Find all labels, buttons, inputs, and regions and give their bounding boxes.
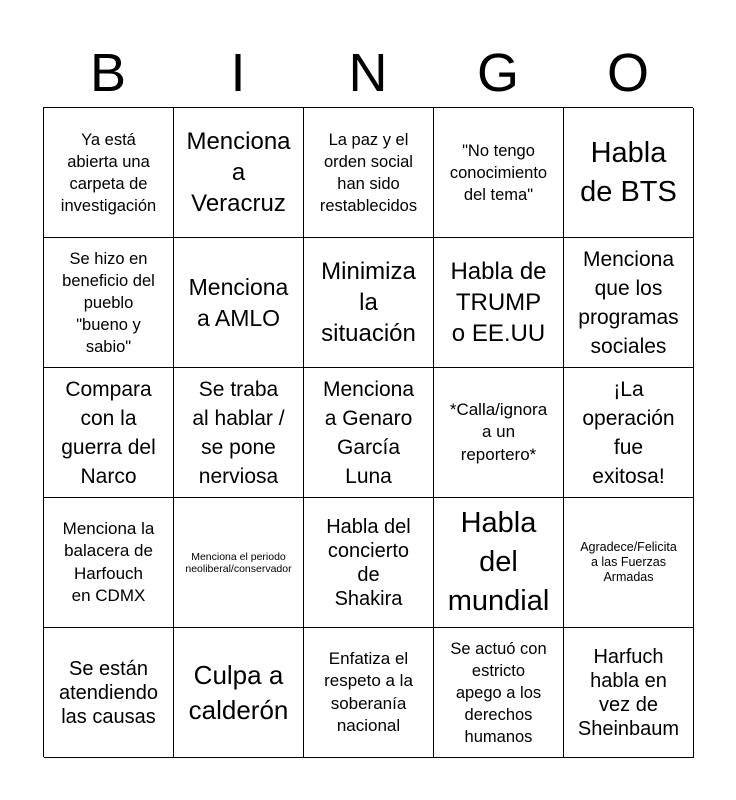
title-letter-o: O — [606, 43, 649, 103]
bingo-cell[interactable] — [174, 628, 304, 758]
cell-text: Compara con la guerra del Narco — [61, 377, 156, 488]
cell-text: Habla de TRUMP o EE.UU — [450, 258, 547, 347]
cell-text: Se están atendiendo las causas — [59, 657, 158, 728]
bingo-cell[interactable] — [44, 498, 174, 628]
bingo-cell[interactable] — [434, 108, 564, 238]
bingo-cell[interactable] — [44, 108, 174, 238]
bingo-cell[interactable] — [174, 498, 304, 628]
bingo-cell[interactable] — [304, 368, 434, 498]
bingo-cell[interactable] — [304, 628, 434, 758]
bingo-cell[interactable] — [174, 238, 304, 368]
cell-text: Menciona a AMLO — [188, 273, 289, 331]
bingo-cell[interactable] — [434, 498, 564, 628]
bingo-cell[interactable] — [434, 628, 564, 758]
bingo-cell[interactable] — [174, 108, 304, 238]
cell-text: Ya está abierta una carpeta de investigación — [60, 130, 157, 215]
title-letter-i: I — [230, 43, 246, 103]
title-letter-b: B — [89, 43, 127, 103]
cell-text: Minimiza la situación — [321, 258, 416, 347]
bingo-cell[interactable] — [44, 368, 174, 498]
bingo-cell[interactable] — [564, 498, 694, 628]
title-letter-n: N — [348, 43, 388, 103]
cell-text: Menciona el periodo neoliberal/conservador — [185, 550, 292, 575]
title-letter-g: G — [476, 43, 519, 103]
cell-text: Harfuch habla en vez de Sheinbaum — [577, 645, 680, 740]
cell-text: La paz y el orden social han sido restablecidos — [319, 130, 418, 215]
cell-text: Habla de BTS — [580, 136, 677, 208]
bingo-cell[interactable] — [174, 368, 304, 498]
cell-text: ¡La operación fue exitosa! — [582, 377, 675, 488]
bingo-cell[interactable] — [44, 628, 174, 758]
bingo-cell[interactable] — [304, 238, 434, 368]
cell-text: Culpa a calderón — [188, 659, 289, 725]
bingo-cell[interactable] — [44, 238, 174, 368]
bingo-cell[interactable] — [564, 368, 694, 498]
cell-text: Agradece/Felicita a las Fuerzas Armadas — [580, 540, 677, 584]
bingo-board — [43, 107, 693, 757]
bingo-cell[interactable] — [434, 368, 564, 498]
cell-text: Habla del concierto de Shakira — [326, 515, 411, 610]
cell-text: Menciona que los programas sociales — [578, 247, 679, 358]
cell-text: Menciona la balacera de Harfouch en CDMX — [62, 518, 155, 605]
cell-text: Habla del mundial — [447, 507, 550, 617]
bingo-cell[interactable] — [564, 238, 694, 368]
cell-text: Se hizo en beneficio del pueblo "bueno y sabio" — [62, 249, 155, 356]
cell-text: Enfatiza el respeto a la soberanía nacional — [324, 648, 413, 735]
bingo-cell[interactable] — [304, 108, 434, 238]
cell-text: Menciona a Veracruz — [186, 128, 291, 217]
cell-text: "No tengo conocimiento del tema" — [449, 141, 548, 204]
cell-text: Se traba al hablar / se pone nerviosa — [192, 377, 285, 488]
bingo-cell[interactable] — [434, 238, 564, 368]
cell-text: Menciona a Genaro García Luna — [322, 377, 415, 488]
bingo-title — [43, 42, 693, 104]
bingo-cell[interactable] — [564, 628, 694, 758]
cell-text: Se actuó con estricto apego a los derechos humanos — [450, 639, 547, 746]
bingo-cell[interactable] — [304, 498, 434, 628]
bingo-cell[interactable] — [564, 108, 694, 238]
cell-text: *Calla/ignora a un reportero* — [449, 399, 548, 464]
